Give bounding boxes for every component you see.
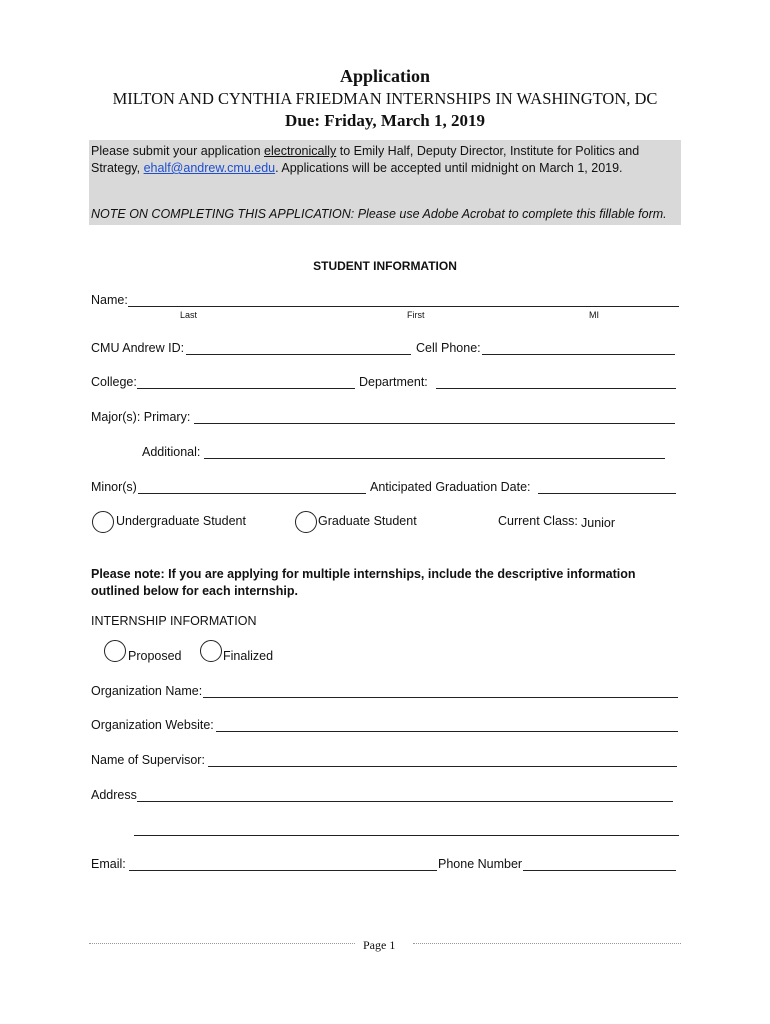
supervisor-label: Name of Supervisor: [91, 753, 205, 767]
page-number: Page 1 [363, 938, 396, 952]
org-name-field[interactable] [203, 697, 678, 698]
address-label: Address [91, 788, 137, 802]
college-field[interactable] [137, 388, 355, 389]
form-title: Application [339, 66, 431, 86]
undergrad-label: Undergraduate Student [116, 514, 246, 528]
instructions-box [89, 140, 681, 225]
name-last-caption: Last [180, 310, 198, 320]
finalized-radio[interactable] [200, 640, 222, 662]
footer-rule-right [413, 943, 681, 944]
name-field[interactable] [128, 306, 679, 307]
major-additional-field[interactable] [204, 458, 665, 459]
proposed-radio[interactable] [104, 640, 126, 662]
name-first-caption: First [407, 310, 425, 320]
address-field-line1[interactable] [137, 801, 673, 802]
address-field-line2[interactable] [134, 835, 679, 836]
instructions-part2: to Emily Half, Deputy Director, Institute for Politics and Strategy, [91, 144, 640, 175]
email-link[interactable]: ehalf@andrew.cmu.edu [143, 161, 276, 175]
cell-phone-label: Cell Phone: [416, 341, 481, 355]
major-primary-label: Major(s): Primary: [91, 410, 191, 424]
instructions-part1: Please submit your application [91, 144, 265, 158]
name-mi-caption: MI [589, 310, 599, 320]
major-primary-field[interactable] [194, 423, 675, 424]
major-additional-label: Additional: [142, 445, 201, 459]
student-info-heading: STUDENT INFORMATION [313, 259, 457, 273]
finalized-label: Finalized [223, 649, 274, 663]
phone-field[interactable] [523, 870, 676, 871]
name-label: Name: [91, 293, 128, 307]
instructions-underlined: electronically [264, 144, 337, 158]
supervisor-field[interactable] [208, 766, 677, 767]
grad-date-label: Anticipated Graduation Date: [370, 480, 531, 494]
multiple-internships-note: Please note: If you are applying for multiple internships, include the descriptive information outlined below for each internship. [91, 567, 636, 598]
phone-label: Phone Number [438, 857, 523, 871]
proposed-label: Proposed [128, 649, 182, 663]
minor-field[interactable] [138, 493, 366, 494]
instructions-part3: . Applications will be accepted until midnight on March 1, 2019. [275, 161, 623, 175]
department-label: Department: [359, 375, 428, 389]
due-date: Due: Friday, March 1, 2019 [285, 111, 485, 130]
cell-phone-field[interactable] [482, 354, 675, 355]
current-class-value[interactable]: Junior [581, 516, 616, 530]
instructions-text [91, 143, 679, 177]
org-website-field[interactable] [216, 731, 678, 732]
acrobat-note: NOTE ON COMPLETING THIS APPLICATION: Please use Adobe Acrobat to complete this fillable form. [91, 207, 667, 221]
andrew-id-field[interactable] [186, 354, 411, 355]
graduate-label: Graduate Student [318, 514, 417, 528]
org-website-label: Organization Website: [91, 718, 214, 732]
grad-date-field[interactable] [538, 493, 676, 494]
internship-info-heading: INTERNSHIP INFORMATION [91, 614, 257, 628]
college-label: College: [91, 375, 137, 389]
footer-rule-left [89, 943, 355, 944]
current-class-label: Current Class: [498, 514, 578, 528]
undergrad-radio[interactable] [92, 511, 114, 533]
department-field[interactable] [436, 388, 676, 389]
andrew-id-label: CMU Andrew ID: [91, 341, 185, 355]
graduate-radio[interactable] [295, 511, 317, 533]
email-field[interactable] [129, 870, 437, 871]
email-label: Email: [91, 857, 126, 871]
program-title: MILTON AND CYNTHIA FRIEDMAN INTERNSHIPS IN WASHINGTON, DC [112, 89, 658, 108]
minor-label: Minor(s) [91, 480, 137, 494]
org-name-label: Organization Name: [91, 684, 203, 698]
